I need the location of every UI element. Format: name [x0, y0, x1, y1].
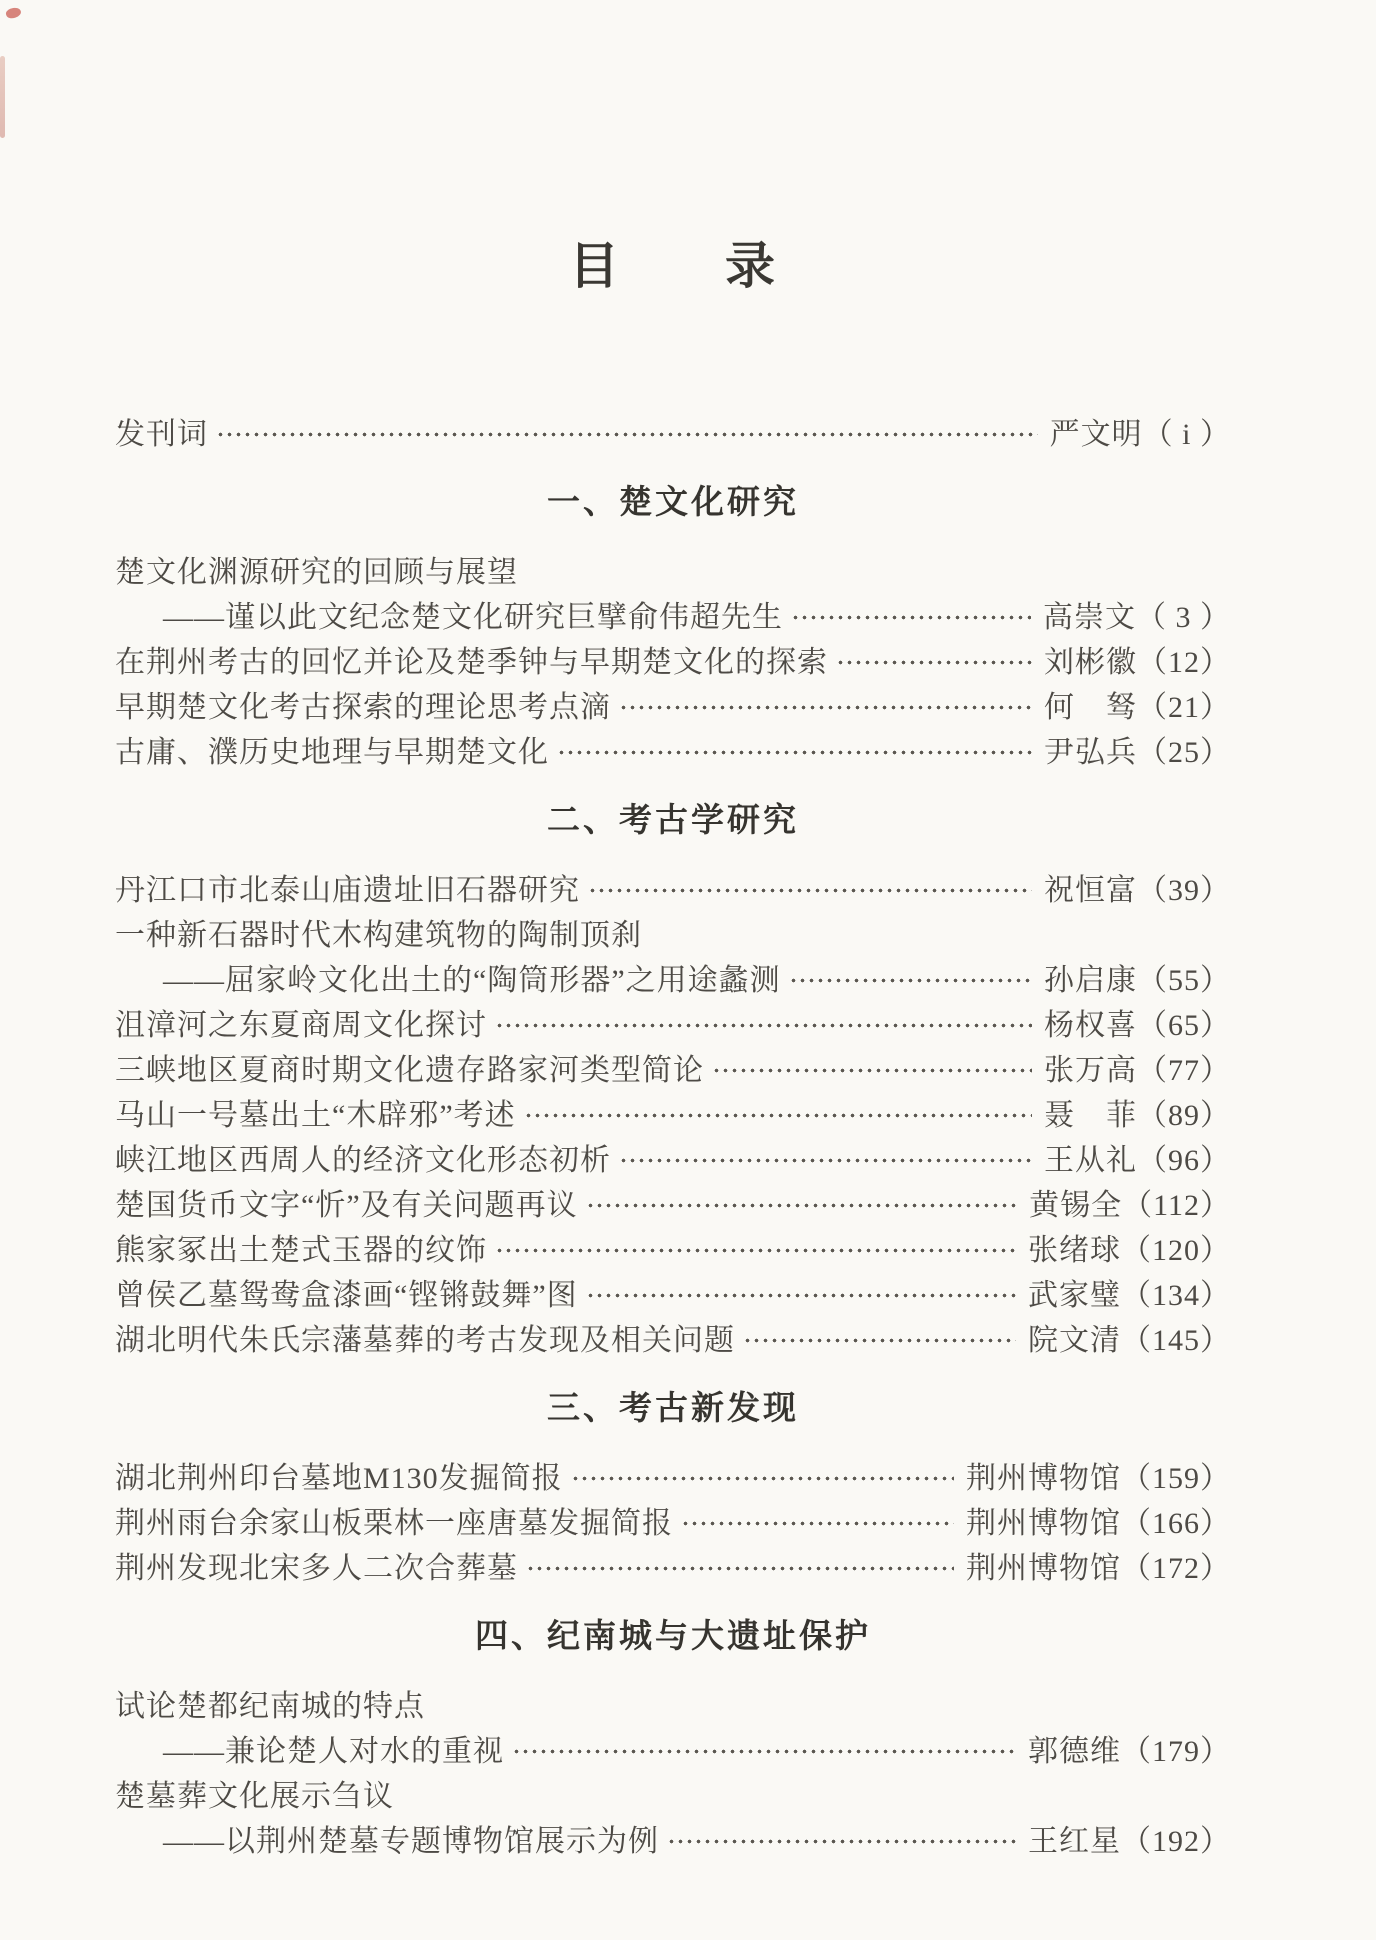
entry-title: 湖北明代朱氏宗藩墓葬的考古发现及相关问题	[115, 1323, 735, 1357]
entry-subtitle: ——屈家岭文化出土的“陶筒形器”之用途蠡测	[163, 963, 781, 997]
toc-entry-title-line	[115, 909, 1231, 954]
toc-entry-row	[115, 999, 1231, 1044]
toc-list	[115, 408, 1231, 1860]
entry-title: 峡江地区西周人的经济文化形态初析	[115, 1143, 611, 1177]
entry-title: 楚国货币文字“忻”及有关问题再议	[115, 1188, 578, 1222]
entry-author-page: 高崇文（ 3 ）	[1043, 600, 1231, 634]
section-header-label: 四、纪南城与大遗址保护	[475, 1616, 871, 1654]
page-content	[115, 234, 1231, 1860]
entry-author-page: 杨权喜（65）	[1044, 1008, 1231, 1042]
entry-title: 三峡地区夏商时期文化遗存路家河类型简论	[115, 1053, 704, 1087]
entry-author-page: 郭德维（179）	[1028, 1734, 1231, 1768]
dot-leader	[524, 1113, 1032, 1118]
entry-author-page: 荆州博物馆（172）	[966, 1551, 1231, 1585]
section-header-label: 三、考古新发现	[547, 1388, 799, 1426]
section-header-label: 二、考古学研究	[547, 800, 799, 838]
toc-section-row	[115, 1381, 1231, 1429]
toc-section-row	[115, 1609, 1231, 1657]
toc-entry-subtitle-line	[115, 591, 1231, 636]
entry-title: 早期楚文化考古探索的理论思考点滴	[115, 690, 611, 724]
entry-author-page: 孙启康（55）	[1044, 963, 1231, 997]
toc-entry-title-line	[115, 1770, 1231, 1815]
entry-title: 丹江口市北泰山庙遗址旧石器研究	[115, 873, 580, 907]
entry-author-page: 张绪球（120）	[1028, 1233, 1231, 1267]
entry-title: 发刊词	[115, 417, 208, 451]
entry-author-page: 荆州博物馆（159）	[966, 1461, 1231, 1495]
entry-author-page: 何 驽（21）	[1044, 690, 1231, 724]
scan-artifact-red-mark	[5, 6, 22, 20]
toc-entry-subtitle-line	[115, 1815, 1231, 1860]
toc-entry-row	[115, 1179, 1231, 1224]
toc-entry-row	[115, 636, 1231, 681]
toc-entry-row	[115, 726, 1231, 771]
toc-entry-title-line	[115, 546, 1231, 591]
scan-artifact-edge-smear	[0, 56, 5, 138]
dot-leader	[789, 978, 1032, 983]
toc-entry-row	[115, 864, 1231, 909]
entry-subtitle: ——兼论楚人对水的重视	[163, 1734, 504, 1768]
entry-title: 荆州雨台余家山板栗林一座唐墓发掘简报	[115, 1506, 673, 1540]
entry-subtitle: ——谨以此文纪念楚文化研究巨擘俞伟超先生	[163, 600, 783, 634]
dot-leader	[619, 1158, 1032, 1163]
entry-author-page: 严文明（ i ）	[1049, 417, 1231, 451]
toc-entry-title-line	[115, 1680, 1231, 1725]
entry-author-page: 祝恒富（39）	[1044, 873, 1231, 907]
toc-entry-row	[115, 1134, 1231, 1179]
toc-entry-row	[115, 1044, 1231, 1089]
entry-author-page: 刘彬徽（12）	[1044, 645, 1231, 679]
entry-author-page: 尹弘兵（25）	[1044, 735, 1231, 769]
dot-leader	[526, 1566, 954, 1571]
entry-title: 楚文化渊源研究的回顾与展望	[115, 555, 518, 589]
page-title: 目 录	[569, 238, 777, 294]
toc-entry-row	[115, 1269, 1231, 1314]
entry-author-page: 张万高（77）	[1044, 1053, 1231, 1087]
entry-author-page: 荆州博物馆（166）	[966, 1506, 1231, 1540]
dot-leader	[588, 888, 1032, 893]
entry-title: 荆州发现北宋多人二次合葬墓	[115, 1551, 518, 1585]
toc-entry-row	[115, 1452, 1231, 1497]
toc-section-row	[115, 793, 1231, 841]
entry-author-page: 王从礼（96）	[1044, 1143, 1231, 1177]
entry-author-page: 王红星（192）	[1028, 1824, 1231, 1858]
dot-leader	[571, 1476, 954, 1481]
entry-author-page: 聂 菲（89）	[1044, 1098, 1231, 1132]
entry-author-page: 黄锡全（112）	[1029, 1188, 1231, 1222]
entry-title: 试论楚都纪南城的特点	[115, 1689, 425, 1723]
toc-entry-row	[115, 681, 1231, 726]
section-header-label: 一、楚文化研究	[547, 482, 799, 520]
dot-leader	[836, 660, 1032, 665]
dot-leader	[586, 1293, 1016, 1298]
entry-title: 一种新石器时代木构建筑物的陶制顶刹	[115, 918, 642, 952]
entry-title: 湖北荆州印台墓地M130发掘简报	[115, 1461, 563, 1495]
toc-entry-row	[115, 1224, 1231, 1269]
dot-leader	[495, 1248, 1016, 1253]
dot-leader	[586, 1203, 1017, 1208]
entry-subtitle: ——以荆州楚墓专题博物馆展示为例	[163, 1824, 659, 1858]
entry-title: 楚墓葬文化展示刍议	[115, 1779, 394, 1813]
dot-leader	[791, 615, 1031, 620]
dot-leader	[495, 1023, 1032, 1028]
dot-leader	[557, 750, 1032, 755]
dot-leader	[712, 1068, 1032, 1073]
toc-entry-row	[115, 1542, 1231, 1587]
dot-leader	[743, 1338, 1016, 1343]
entry-title: 曾侯乙墓鸳鸯盒漆画“铿锵鼓舞”图	[115, 1278, 578, 1312]
toc-entry-row	[115, 1089, 1231, 1134]
dot-leader	[216, 432, 1038, 437]
entry-title: 古庸、濮历史地理与早期楚文化	[115, 735, 549, 769]
entry-author-page: 武家璧（134）	[1028, 1278, 1231, 1312]
toc-entry-subtitle-line	[115, 954, 1231, 999]
toc-entry-row	[115, 1497, 1231, 1542]
dot-leader	[512, 1749, 1016, 1754]
entry-title: 沮漳河之东夏商周文化探讨	[115, 1008, 487, 1042]
entry-title: 马山一号墓出土“木辟邪”考述	[115, 1098, 516, 1132]
dot-leader	[619, 705, 1032, 710]
toc-entry-row	[115, 408, 1231, 453]
toc-section-row	[115, 475, 1231, 523]
toc-entry-row	[115, 1314, 1231, 1359]
entry-author-page: 院文清（145）	[1028, 1323, 1231, 1357]
entry-title: 在荆州考古的回忆并论及楚季钟与早期楚文化的探索	[115, 645, 828, 679]
entry-title: 熊家冢出土楚式玉器的纹饰	[115, 1233, 487, 1267]
dot-leader	[667, 1839, 1016, 1844]
dot-leader	[681, 1521, 954, 1526]
toc-entry-subtitle-line	[115, 1725, 1231, 1770]
